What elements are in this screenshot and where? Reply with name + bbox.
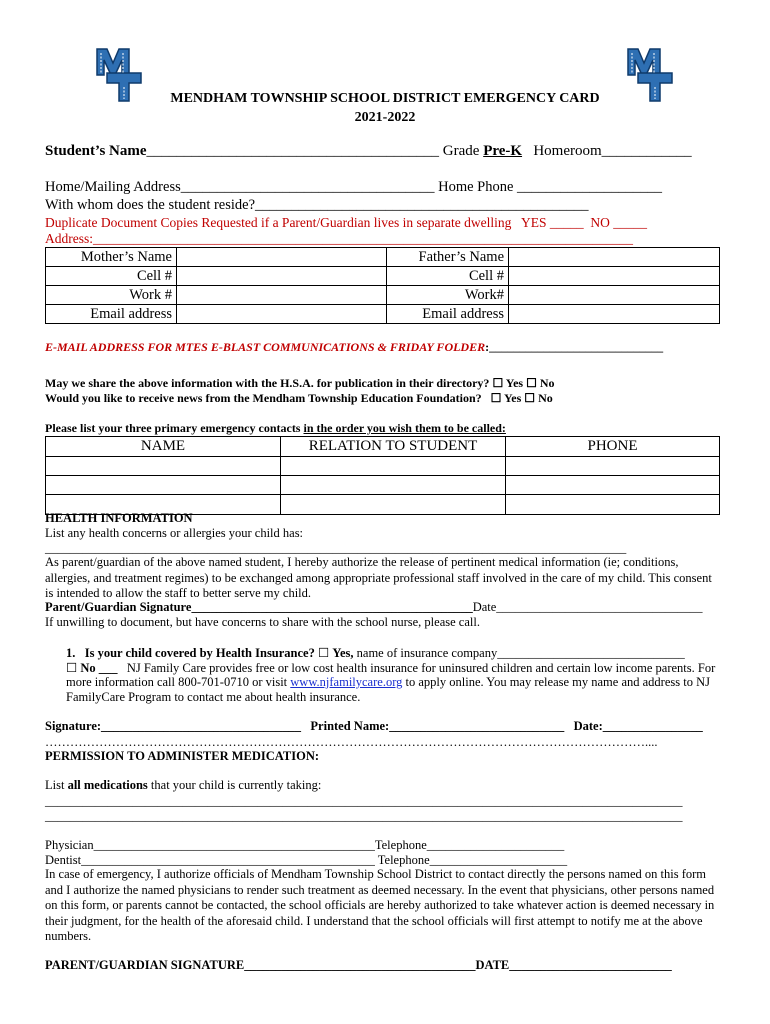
final-sig-label: PARENT/GUARDIAN SIGNATURE	[45, 958, 245, 972]
home-address-field[interactable]: ___________________________________	[180, 179, 435, 195]
eblast-row	[45, 340, 663, 355]
father-name-field[interactable]	[509, 248, 720, 267]
emergency-contacts-table	[45, 436, 720, 515]
dotted-divider: ………………………………………………………………………………………………………………………………....	[45, 735, 658, 749]
grade-value: Pre-K	[483, 143, 523, 159]
contact-2-name[interactable]	[46, 476, 281, 495]
printed-name-label: Printed Name:	[310, 719, 390, 733]
mtef-no-label: No	[538, 391, 553, 405]
health-sig-label: Parent/Guardian Signature	[45, 600, 192, 614]
physician-tel-field[interactable]: ______________________	[426, 838, 565, 852]
release-line-3: is intended to allow the staff to better serve my child.	[45, 586, 312, 600]
contacts-header-row	[46, 437, 720, 457]
mtef-no-checkbox[interactable]: ☐	[524, 391, 536, 405]
home-phone-field[interactable]: ____________________	[517, 179, 663, 195]
mother-work-field[interactable]	[177, 286, 387, 305]
mtef-yes-checkbox[interactable]: ☐	[490, 391, 502, 405]
duplicate-row	[45, 215, 647, 231]
parent-row-name	[46, 248, 720, 267]
final-sig-field[interactable]: _____________________________________	[244, 958, 476, 972]
father-work-label: Work#	[387, 286, 509, 305]
njfamilycare-link[interactable]: www.njfamilycare.org	[290, 675, 403, 689]
health-heading: HEALTH INFORMATION	[45, 511, 193, 525]
dentist-label: Dentist	[45, 853, 82, 867]
hsa-no-checkbox[interactable]: ☐	[526, 376, 537, 390]
health-date-field[interactable]: _________________________________	[496, 600, 703, 614]
contacts-intro-b: in the order you wish them to be called:	[303, 421, 506, 435]
father-cell-field[interactable]	[509, 267, 720, 286]
contact-row-2	[46, 476, 720, 495]
student-name-field[interactable]: _______________________________________	[146, 143, 440, 159]
eblast-colon: :	[485, 340, 490, 354]
njfc-line-3: FamilyCare Program to contact me about health insurance.	[66, 690, 361, 704]
release-line-2: allergies, and treatment regimes) to be exchanged among appropriate professional staff involved in the care of my child. This consent	[45, 570, 712, 585]
grade-label: Grade	[442, 143, 480, 159]
form-title: MENDHAM TOWNSHIP SCHOOL DISTRICT EMERGENCY CARD	[170, 91, 600, 106]
auth-line-3: on this form, or parents cannot be contacted, the school officials are hereby authorized to take whatever action is deemed necessary in	[45, 898, 715, 912]
final-date-label: DATE	[475, 958, 510, 972]
insurance-yes-label: Yes,	[332, 646, 354, 660]
dup-address-field[interactable]: ________________________________________________________________________________	[93, 231, 633, 246]
student-row	[45, 143, 692, 160]
contact-2-relation[interactable]	[281, 476, 506, 495]
mother-name-field[interactable]	[177, 248, 387, 267]
duplicate-no-field[interactable]: NO _____	[590, 215, 648, 230]
father-name-label: Father’s Name	[387, 248, 509, 267]
father-email-label: Email address	[387, 305, 509, 324]
home-address-label: Home/Mailing Address	[45, 179, 181, 195]
parent-info-table	[45, 247, 720, 324]
insurance-no-label: No	[80, 661, 96, 675]
auth-line-5: numbers.	[45, 929, 92, 943]
medication-line-2[interactable]: ______________________________________________________________________________________________________	[45, 809, 683, 823]
contact-1-phone[interactable]	[506, 457, 720, 476]
signature-date-label: Date:	[573, 719, 603, 733]
medication-list-b: all medications	[67, 778, 148, 792]
father-cell-label: Cell #	[387, 267, 509, 286]
hsa-yes-checkbox[interactable]: ☐	[492, 376, 504, 390]
reside-field[interactable]: ______________________________________________	[255, 197, 589, 213]
hsa-question: May we share the above information with the H.S.A. for publication in their directory?	[45, 376, 490, 390]
unwilling-note: If unwilling to document, but have concerns to share with the school nurse, please call.	[45, 615, 480, 629]
health-concerns-field[interactable]: _____________________________________________________________________________________________	[45, 541, 627, 555]
parent-row-work	[46, 286, 720, 305]
njfc-line-2-b: to apply online. You may release my name and address to NJ	[402, 675, 710, 689]
auth-line-2: and I authorize the named physicians to render such treatment as deemed necessary. In the event that physicians, other persons named	[45, 882, 715, 897]
eblast-label: E-MAIL ADDRESS FOR MTES E-BLAST COMMUNICATIONS & FRIDAY FOLDER	[45, 340, 486, 354]
authorization-paragraph	[45, 867, 735, 945]
insurance-no-row	[66, 660, 715, 676]
contact-2-phone[interactable]	[506, 476, 720, 495]
medication-heading: PERMISSION TO ADMINISTER MEDICATION:	[45, 749, 320, 763]
auth-line-1: In case of emergency, I authorize officials of Mendham Township School District to contact directly the persons named on this form	[45, 867, 706, 881]
signature-label: Signature:	[45, 719, 102, 733]
mother-work-label: Work #	[46, 286, 177, 305]
njfc-line-2-a: more information call 800-701-0710 or visit	[66, 675, 291, 689]
contact-3-relation[interactable]	[281, 495, 506, 515]
release-paragraph	[45, 555, 735, 602]
home-phone-label: Home Phone	[438, 179, 514, 195]
medication-line-1[interactable]: ______________________________________________________________________________________________________	[45, 794, 683, 808]
contacts-intro	[45, 421, 506, 436]
dup-address-label: Address:	[45, 231, 93, 246]
insurance-question: Is your child covered by Health Insurance?	[84, 646, 315, 660]
medication-list-a: List	[45, 778, 68, 792]
health-sig-field[interactable]: _____________________________________________	[191, 600, 473, 614]
student-name-label: Student’s Name	[45, 143, 147, 159]
insurance-question-row	[66, 645, 685, 661]
physician-tel-label: Telephone	[374, 838, 427, 852]
printed-name-field[interactable]: ____________________________	[389, 719, 565, 733]
parent-row-cell	[46, 267, 720, 286]
mtef-yes-label: Yes	[503, 391, 522, 405]
insurance-number: 1.	[66, 646, 76, 660]
insurance-yes-checkbox[interactable]: ☐	[317, 646, 330, 660]
physician-label: Physician	[45, 838, 94, 852]
physician-field[interactable]: _____________________________________________	[93, 838, 375, 852]
father-email-field[interactable]	[509, 305, 720, 324]
reside-row	[45, 197, 589, 214]
contact-1-name[interactable]	[46, 457, 281, 476]
signature-row	[45, 719, 703, 734]
hsa-yes-label: Yes	[505, 376, 524, 390]
dentist-tel-label: Telephone	[377, 853, 430, 867]
final-date-field[interactable]: __________________________	[509, 958, 672, 972]
dentist-row	[45, 853, 567, 868]
father-work-field[interactable]	[509, 286, 720, 305]
mtef-row	[45, 391, 553, 406]
contact-3-phone[interactable]	[506, 495, 720, 515]
signature-field[interactable]: ________________________________	[101, 719, 302, 733]
auth-line-4: their judgment, for the health of the aforesaid child. I understand that the school officials will first attempt to notify me at the above	[45, 913, 703, 928]
eblast-field[interactable]: _____________________________	[489, 340, 664, 354]
mother-email-field[interactable]	[177, 305, 387, 324]
medication-list-c: that your child is currently taking:	[147, 778, 322, 792]
mtef-question: Would you like to receive news from the Mendham Township Education Foundation?	[45, 391, 482, 405]
hsa-no-label: No	[539, 376, 555, 390]
homeroom-label: Homeroom	[533, 143, 602, 159]
insurance-company-label: name of insurance company	[353, 646, 498, 660]
parent-row-email	[46, 305, 720, 324]
mother-cell-label: Cell #	[46, 267, 177, 286]
health-signature-row	[45, 600, 703, 615]
release-line-1: As parent/guardian of the above named student, I hereby authorize the release of pertinent medical information (ie; conditions,	[45, 555, 679, 569]
reside-label: With whom does the student reside?	[45, 197, 256, 213]
njfc-line-2	[66, 675, 710, 690]
medication-list-label	[45, 778, 321, 793]
contact-row-1	[46, 457, 720, 476]
col-phone-header: PHONE	[506, 437, 720, 457]
dentist-tel-field[interactable]: ______________________	[429, 853, 568, 867]
insurance-no-field[interactable]: ___	[98, 661, 118, 675]
signature-date-field[interactable]: ________________	[602, 719, 703, 733]
njfc-line-1: NJ Family Care provides free or low cost health insurance for uninsured children and certain low income parents. For	[126, 661, 716, 675]
physician-row	[45, 838, 564, 853]
duplicate-text: Duplicate Document Copies Requested if a Parent/Guardian lives in separate dwelling	[45, 215, 512, 230]
contacts-intro-a: Please list your three primary emergency contacts	[45, 421, 304, 435]
school-year: 2021-2022	[354, 110, 416, 125]
health-date-label: Date	[472, 600, 497, 614]
hsa-row	[45, 376, 555, 391]
contact-1-relation[interactable]	[281, 457, 506, 476]
final-signature-row	[45, 958, 672, 973]
dentist-field[interactable]: _______________________________________________	[81, 853, 375, 867]
col-name-header: NAME	[46, 437, 281, 457]
homeroom-field[interactable]: ____________	[601, 143, 692, 159]
home-address-row	[45, 179, 662, 196]
mother-cell-field[interactable]	[177, 267, 387, 286]
health-concerns-label: List any health concerns or allergies your child has:	[45, 526, 304, 540]
insurance-company-field[interactable]: ______________________________	[497, 646, 685, 660]
mother-email-label: Email address	[46, 305, 177, 324]
duplicate-yes-field[interactable]: YES _____	[521, 215, 584, 230]
col-relation-header: RELATION TO STUDENT	[281, 437, 506, 457]
mother-name-label: Mother’s Name	[46, 248, 177, 267]
dup-address-row	[45, 231, 633, 247]
insurance-no-checkbox[interactable]: ☐	[66, 661, 78, 675]
